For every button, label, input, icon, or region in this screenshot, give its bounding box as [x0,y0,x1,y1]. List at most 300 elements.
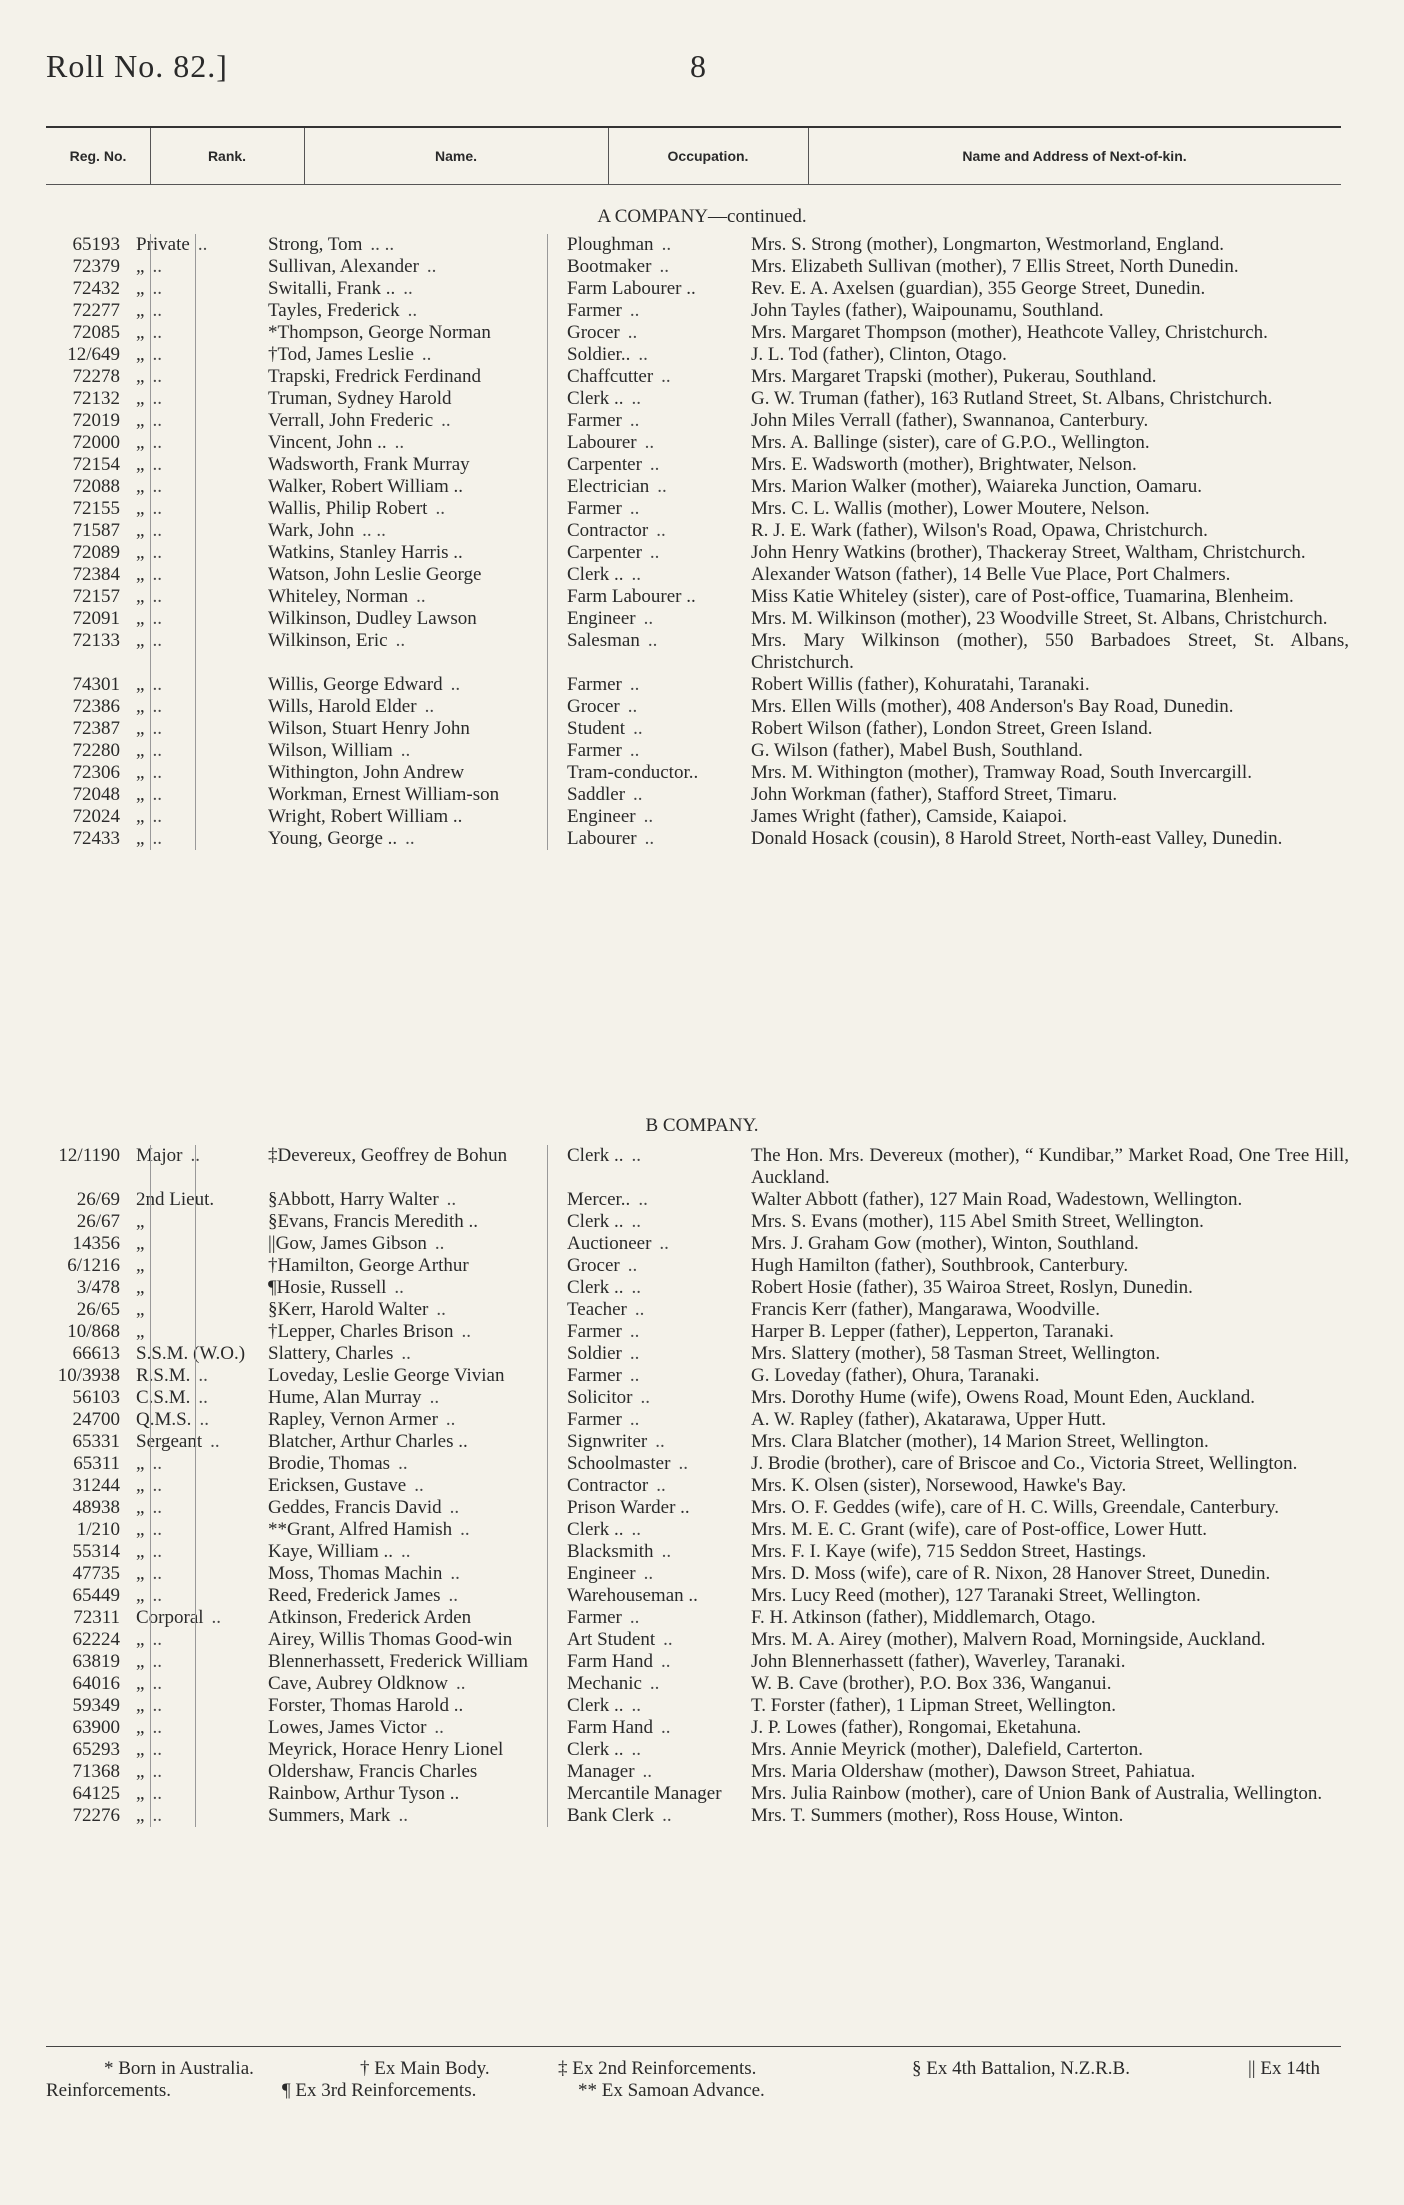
rank-separator-line [150,1145,151,1827]
rank-text: „ [136,1453,145,1474]
table-row [46,1453,1356,1475]
table-row [46,1563,1356,1585]
name-separator-line [195,1145,196,1827]
next-of-kin [749,322,1349,344]
soldier-name [264,1805,563,1827]
soldier-name [264,1409,563,1431]
rank-text: „ [136,1651,145,1672]
rank-leader-dots: .. [152,828,162,849]
rank [136,1629,264,1651]
occupation [563,520,749,542]
occupation-text: Bank Clerk [567,1805,655,1826]
rank-text: „ [136,1585,145,1606]
reg-number-text: 65449 [72,1585,120,1606]
rank [136,1497,264,1519]
rank [136,1145,264,1189]
next-of-kin [749,1519,1349,1541]
reg-number-text: 72379 [72,256,120,277]
rank-text: „ [136,806,145,827]
occupation [563,322,749,344]
occupation [563,388,749,410]
rank-text: S.S.M. (W.O.) [136,1343,246,1364]
reg-number [46,1805,136,1827]
reg-number-text: 71587 [72,520,120,541]
soldier-name [264,366,563,388]
rank-text: „ [136,740,145,761]
soldier-name [264,520,563,542]
soldier-name-text: Wilkinson, Dudley Lawson [268,608,477,629]
occupation-leader-dots: .. [638,1189,648,1210]
occupation [563,1255,749,1277]
reg-number [46,564,136,586]
soldier-name-leader-dots: .. [441,410,451,431]
reg-number [46,1255,136,1277]
reg-number [46,1343,136,1365]
rank-text: „ [136,278,145,299]
occupation-text: Clerk .. [567,388,624,409]
occupation [563,344,749,366]
reg-number-text: 26/65 [76,1299,120,1320]
soldier-name-text: §Abbott, Harry Walter [268,1189,439,1210]
soldier-name-text: Truman, Sydney Harold [268,388,452,409]
reg-number [46,1585,136,1607]
reg-number [46,1387,136,1409]
occupation-text: Auctioneer [567,1233,652,1254]
occupation [563,586,749,608]
rank-text: „ [136,388,145,409]
soldier-name [264,1453,563,1475]
rank-text: „ [136,1541,145,1562]
next-of-kin [749,498,1349,520]
reg-number-text: 24700 [72,1409,120,1430]
next-of-kin [749,1453,1349,1475]
reg-number [46,784,136,806]
rank-leader-dots: .. [152,322,162,343]
reg-number-text: 72276 [72,1805,120,1826]
rank-text: „ [136,542,145,563]
soldier-name [264,1783,563,1805]
soldier-name [264,256,563,278]
reg-number-text: 12/1190 [58,1145,120,1166]
col-header-name: Name. [304,128,609,184]
reg-number-text: 26/67 [76,1211,120,1232]
occupation-leader-dots: .. [644,828,655,849]
rank [136,718,264,740]
reg-number [46,1651,136,1673]
reg-number-text: 63900 [72,1717,120,1738]
soldier-name [264,1475,563,1497]
reg-number [46,432,136,454]
rank-text: Major [136,1145,183,1166]
soldier-name [264,1695,563,1717]
rank [136,1277,264,1299]
reg-number-text: 71368 [72,1761,120,1782]
reg-number-text: 64125 [72,1783,120,1804]
rank-text: „ [136,432,145,453]
table-row [46,234,1356,256]
soldier-name [264,1343,563,1365]
occupation-text: Farmer [567,674,622,695]
rank-text: „ [136,608,145,629]
next-of-kin [749,828,1349,850]
rank-leader-dots: .. [152,300,162,321]
occupation-separator-line [547,234,548,850]
rank [136,366,264,388]
soldier-name [264,608,563,630]
soldier-name-leader-dots: .. [394,1277,404,1298]
reg-number-text: 74301 [72,674,120,695]
soldier-name-text: †Tod, James Leslie [268,344,414,365]
rank-leader-dots: .. [152,806,162,827]
table-row [46,1299,1356,1321]
reg-number [46,718,136,740]
table-row [46,1255,1356,1277]
reg-number [46,828,136,850]
next-of-kin [749,1585,1349,1607]
next-of-kin-text: James Wright (father), Camside, Kaiapoi. [751,806,1067,827]
next-of-kin-text: John Miles Verrall (father), Swannanoa, Canterbury. [751,410,1149,431]
occupation-leader-dots: .. [627,1255,638,1276]
reg-number [46,542,136,564]
next-of-kin-text: T. Forster (father), 1 Lipman Street, Wellington. [751,1695,1117,1716]
reg-number-text: 72277 [72,300,120,321]
a-company-table [46,234,1356,850]
soldier-name [264,278,563,300]
soldier-name-text: Willis, George Edward [268,674,443,695]
next-of-kin-text: Mrs. Mary Wilkinson (mother), 550 Barbadoes Street, St. Albans, Christchurch. [751,630,1349,673]
rank-leader-dots: .. [152,388,162,409]
occupation [563,278,749,300]
soldier-name [264,806,563,828]
occupation-text: Farm Hand [567,1651,654,1672]
soldier-name-leader-dots: .. .. [362,520,386,541]
table-row [46,828,1356,850]
table-row [46,1673,1356,1695]
next-of-kin-text: Mrs. Lucy Reed (mother), 127 Taranaki Street, Wellington. [751,1585,1201,1606]
rank-leader-dots: .. [152,1695,162,1716]
reg-number [46,674,136,696]
rank [136,1343,264,1365]
table-row [46,1629,1356,1651]
occupation-text: Grocer [567,1255,620,1276]
rank-text: „ [136,1255,145,1276]
next-of-kin [749,1673,1349,1695]
occupation-leader-dots: .. [629,674,640,695]
rank [136,1805,264,1827]
occupation-leader-dots: .. [627,696,638,717]
occupation-text: Farmer [567,1365,622,1386]
occupation-text: Labourer [567,828,637,849]
occupation [563,1277,749,1299]
next-of-kin-text: John Workman (father), Stafford Street, Timaru. [751,784,1118,805]
reg-number-text: 72048 [72,784,120,805]
rank-leader-dots: .. [152,1717,162,1738]
rank [136,388,264,410]
rank [136,1189,264,1211]
occupation-text: Farmer [567,300,622,321]
occupation-text: Clerk .. [567,564,624,585]
occupation [563,740,749,762]
rank [136,630,264,674]
reg-number-text: 72155 [72,498,120,519]
next-of-kin-text: Mrs. Clara Blatcher (mother), 14 Marion Street, Wellington. [751,1431,1209,1452]
occupation [563,1475,749,1497]
rank [136,1585,264,1607]
soldier-name-text: Geddes, Francis David [268,1497,442,1518]
soldier-name-text: Wright, Robert William .. [268,806,463,827]
rank-text: „ [136,1717,145,1738]
next-of-kin-text: Rev. E. A. Axelsen (guardian), 355 George Street, Dunedin. [751,278,1206,299]
soldier-name-leader-dots: .. [416,586,426,607]
next-of-kin-text: Mrs. O. F. Geddes (wife), care of H. C. Wills, Greendale, Canterbury. [751,1497,1279,1518]
occupation-leader-dots: .. [656,1475,666,1496]
reg-number-text: 72306 [72,762,120,783]
next-of-kin-text: Mrs. S. Evans (mother), 115 Abel Smith Street, Wellington. [751,1211,1204,1232]
next-of-kin-text: G. W. Truman (father), 163 Rutland Street, St. Albans, Christchurch. [751,388,1273,409]
soldier-name [264,1233,563,1255]
rank [136,432,264,454]
occupation-leader-dots: .. [661,1651,671,1672]
reg-number-text: 72154 [72,454,120,475]
next-of-kin [749,388,1349,410]
occupation-text: Signwriter [567,1431,648,1452]
occupation-leader-dots: .. [627,322,638,343]
next-of-kin [749,520,1349,542]
rank-text: „ [136,586,145,607]
occupation-leader-dots: .. [649,542,660,563]
soldier-name-text: §Kerr, Harold Walter [268,1299,429,1320]
table-row [46,1739,1356,1761]
occupation [563,1497,749,1519]
reg-number-text: 72157 [72,586,120,607]
occupation-text: Farmer [567,1607,622,1628]
column-header-row [46,126,1341,185]
next-of-kin-text: R. J. E. Wark (father), Wilson's Road, Opawa, Christchurch. [751,520,1208,541]
next-of-kin [749,1695,1349,1717]
occupation [563,300,749,322]
reg-number [46,1211,136,1233]
rank-text: „ [136,1695,145,1716]
rank-text: „ [136,1761,145,1782]
rank-text: „ [136,1497,145,1518]
occupation-text: Saddler [567,784,626,805]
rank-text: „ [136,1299,145,1320]
next-of-kin-text: F. H. Atkinson (father), Middlemarch, Otago. [751,1607,1096,1628]
reg-number [46,1497,136,1519]
occupation [563,410,749,432]
table-row [46,762,1356,784]
soldier-name [264,1607,563,1629]
reg-number [46,586,136,608]
occupation [563,366,749,388]
reg-number [46,1563,136,1585]
occupation-text: Farmer [567,740,622,761]
occupation-leader-dots: .. [661,1541,672,1562]
occupation [563,1409,749,1431]
occupation-leader-dots: .. [631,1519,641,1540]
table-row [46,1585,1356,1607]
next-of-kin [749,476,1349,498]
rank [136,1365,264,1387]
soldier-name [264,1673,563,1695]
occupation [563,564,749,586]
soldier-name [264,322,563,344]
next-of-kin [749,696,1349,718]
rank [136,1211,264,1233]
next-of-kin [749,740,1349,762]
table-row [46,696,1356,718]
table-row [46,432,1356,454]
table-row [46,388,1356,410]
occupation-leader-dots: .. [644,432,655,453]
reg-number [46,300,136,322]
rank-text: Q.M.S. [136,1409,192,1430]
footnote-third-reinforcements: ¶ Ex 3rd Reinforcements. [282,2080,477,2101]
rank-leader-dots: .. [152,630,162,651]
soldier-name [264,1299,563,1321]
next-of-kin-text: G. Wilson (father), Mabel Bush, Southland. [751,740,1083,761]
rank-leader-dots: .. [152,608,162,629]
occupation [563,234,749,256]
occupation-text: Farm Labourer .. [567,586,696,607]
table-row [46,1387,1356,1409]
reg-number [46,278,136,300]
reg-number [46,1761,136,1783]
occupation-text: Schoolmaster [567,1453,671,1474]
rank-text: „ [136,1475,145,1496]
next-of-kin-text: Mrs. Marion Walker (mother), Waiareka Junction, Oamaru. [751,476,1203,497]
soldier-name [264,1651,563,1673]
table-row [46,1343,1356,1365]
rank [136,1409,264,1431]
rank-leader-dots: .. [152,476,162,497]
occupation-leader-dots: .. [634,1299,645,1320]
next-of-kin [749,1629,1349,1651]
rank-leader-dots: .. [198,1365,208,1386]
reg-number [46,1233,136,1255]
next-of-kin [749,608,1349,630]
reg-number [46,1321,136,1343]
rank-leader-dots: .. [152,1739,162,1760]
occupation-leader-dots: .. [678,1453,688,1474]
occupation [563,1145,749,1189]
rank [136,278,264,300]
occupation-leader-dots: .. [629,740,640,761]
next-of-kin-text: Mrs. S. Strong (mother), Longmarton, Westmorland, England. [751,234,1225,255]
occupation-leader-dots: .. [661,1717,671,1738]
table-row [46,256,1356,278]
rank-leader-dots: .. [152,454,162,475]
rank-leader-dots: .. [152,1805,162,1826]
table-row [46,1365,1356,1387]
soldier-name-text: Whiteley, Norman [268,586,409,607]
occupation-text: Carpenter [567,542,642,563]
soldier-name-leader-dots: .. [424,696,435,717]
occupation-text: Engineer [567,806,636,827]
section-title-b-text: B COMPANY. [645,1115,759,1136]
rank-leader-dots: .. [199,1409,209,1430]
next-of-kin [749,1431,1349,1453]
rank [136,1673,264,1695]
reg-number [46,1453,136,1475]
rank [136,410,264,432]
soldier-name-text: Rainbow, Arthur Tyson .. [268,1783,460,1804]
soldier-name-leader-dots: .. [400,740,411,761]
occupation-leader-dots: .. [649,454,660,475]
occupation-leader-dots: .. [629,1409,640,1430]
next-of-kin-text: W. B. Cave (brother), P.O. Box 336, Wanganui. [751,1673,1112,1694]
occupation-text: Clerk .. [567,1277,624,1298]
rank-leader-dots: .. [152,1453,162,1474]
rank [136,256,264,278]
soldier-name-text: Wills, Harold Elder [268,696,417,717]
footnote-fourteenth: || Ex 14th [1248,2058,1320,2079]
reg-number-text: 72278 [72,366,120,387]
reg-number-text: 65311 [73,1453,120,1474]
rank [136,828,264,850]
roll-number: Roll No. 82.] [46,48,228,84]
reg-number-text: 65293 [72,1739,120,1760]
rank-text: „ [136,1277,145,1298]
occupation-text: Engineer [567,1563,636,1584]
occupation-text: Soldier [567,1343,622,1364]
next-of-kin-text: Miss Katie Whiteley (sister), care of Post-office, Tuamarina, Blenheim. [751,586,1294,607]
occupation-leader-dots: .. [643,806,654,827]
soldier-name [264,784,563,806]
section-title-b-company [0,1115,1404,1137]
soldier-name-text: Workman, Ernest William-son [268,784,500,805]
table-row [46,498,1356,520]
next-of-kin [749,1387,1349,1409]
reg-number-text: 66613 [72,1343,120,1364]
rank-text: „ [136,1673,145,1694]
occupation-leader-dots: .. [657,476,667,497]
rank-text: R.S.M. [136,1365,191,1386]
rank-leader-dots: .. [152,784,162,805]
rank-text: „ [136,366,145,387]
occupation-text: Grocer [567,696,620,717]
reg-number [46,1299,136,1321]
soldier-name-text: Verrall, John Frederic [268,410,434,431]
reg-number-text: 55314 [72,1541,120,1562]
next-of-kin [749,278,1349,300]
reg-number-text: 1/210 [76,1519,120,1540]
occupation [563,432,749,454]
occupation [563,1607,749,1629]
reg-number [46,344,136,366]
rank-leader-dots: .. [152,1761,162,1782]
reg-number-text: 72387 [72,718,120,739]
table-row [46,674,1356,696]
rank-text: „ [136,344,145,365]
soldier-name-text: Loveday, Leslie George Vivian [268,1365,505,1386]
rank-leader-dots: .. [152,498,162,519]
table-row [46,542,1356,564]
rank [136,1453,264,1475]
reg-number [46,1189,136,1211]
soldier-name-text: Watkins, Stanley Harris .. [268,542,463,563]
reg-number [46,234,136,256]
next-of-kin-text: Mrs. T. Summers (mother), Ross House, Winton. [751,1805,1124,1826]
occupation-text: Labourer [567,432,637,453]
rank-leader-dots: .. [152,762,162,783]
rank [136,498,264,520]
soldier-name-text: *Thompson, George Norman [268,322,491,343]
soldier-name-text: Hume, Alan Murray [268,1387,422,1408]
section-title-a-text: A COMPANY—continued. [597,206,807,227]
soldier-name-leader-dots: .. [426,256,437,277]
occupation-text: Farm Hand [567,1717,654,1738]
